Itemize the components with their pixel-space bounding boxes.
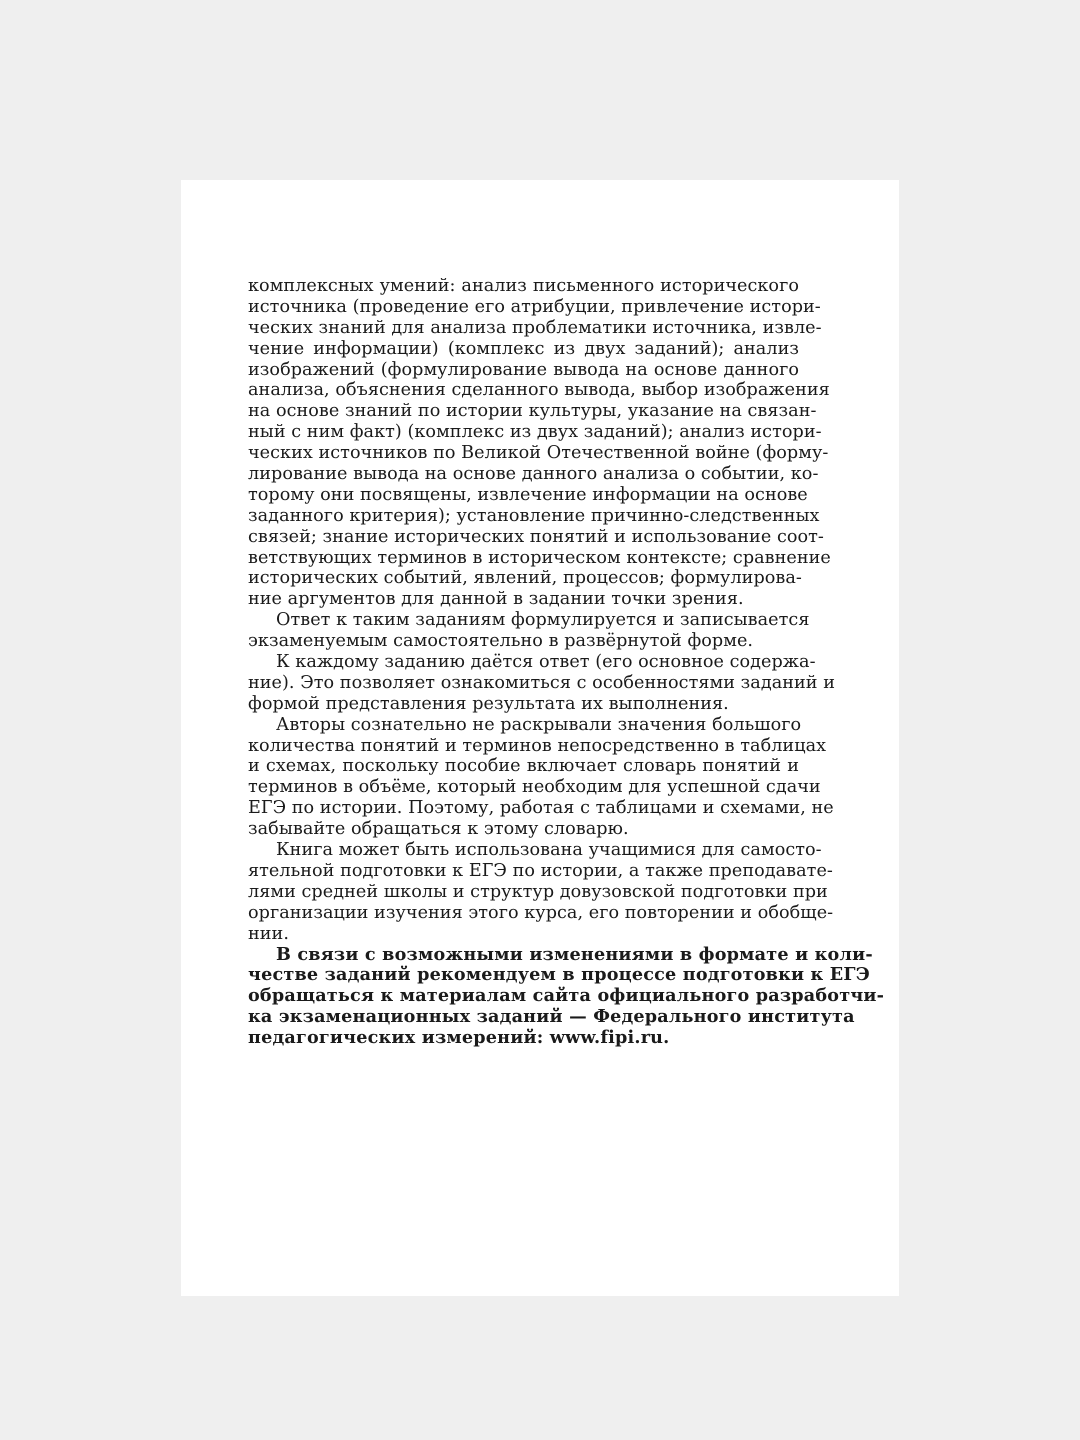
- text-line: на основе знаний по истории культуры, указание на связан-: [248, 401, 817, 422]
- text-line: ный с ним факт) (комплекс из двух заданий); анализ истори-: [248, 422, 822, 443]
- text-line: нии.: [248, 923, 289, 944]
- bold-text-line: педагогических измерений: www.fipi.ru.: [248, 1027, 670, 1049]
- text-line: Ответ к таким заданиям формулируется и записывается: [276, 610, 810, 631]
- text-line: Авторы сознательно не раскрывали значения большого: [276, 714, 802, 735]
- text-line: организации изучения этого курса, его повторении и обобще-: [248, 902, 834, 923]
- bold-text-line: обращаться к материалам сайта официального разработчи-: [248, 985, 885, 1007]
- text-line: К каждому заданию даётся ответ (его основное содержа-: [276, 652, 816, 673]
- text-line: торому они посвящены, извлечение информации на основе: [248, 484, 808, 505]
- book-page: [181, 180, 899, 1296]
- page-text: [248, 276, 885, 1049]
- bold-text-line: честве заданий рекомендуем в процессе подготовки к ЕГЭ: [248, 964, 870, 986]
- text-line: анализа, объяснения сделанного вывода, выбор изображения: [248, 380, 830, 401]
- text-line: заданного критерия); установление причинно-следственных: [248, 505, 820, 526]
- text-line: ние). Это позволяет ознакомиться с особенностями заданий и: [248, 672, 836, 693]
- text-line: лями средней школы и структур довузовской подготовки при: [248, 881, 828, 902]
- text-line: ятельной подготовки к ЕГЭ по истории, а также преподавате-: [248, 860, 833, 881]
- text-line: связей; знание исторических понятий и использование соот-: [248, 526, 824, 547]
- text-line: исторических событий, явлений, процессов; формулирова-: [248, 568, 802, 589]
- bold-text-line: В связи с возможными изменениями в формате и коли-: [276, 943, 873, 965]
- text-line: и схемах, поскольку пособие включает словарь понятий и: [248, 756, 799, 777]
- text-line: забывайте обращаться к этому словарю.: [248, 819, 629, 840]
- text-line: экзаменуемым самостоятельно в развёрнутой форме.: [248, 631, 754, 652]
- text-line: лирование вывода на основе данного анализа о событии, ко-: [248, 464, 819, 485]
- text-line: ческих знаний для анализа проблематики источника, извле-: [248, 317, 822, 338]
- text-line: терминов в объёме, который необходим для успешной сдачи: [248, 777, 821, 798]
- text-line: Книга может быть использована учащимися для самосто-: [276, 840, 822, 861]
- text-line: чение информации) (комплекс из двух заданий); анализ: [248, 338, 799, 359]
- text-line: комплексных умений: анализ письменного исторического: [248, 276, 799, 296]
- text-line: ветствующих терминов в историческом контексте; сравнение: [248, 547, 831, 568]
- text-line: формой представления результата их выполнения.: [248, 693, 729, 714]
- text-line: источника (проведение его атрибуции, привлечение истори-: [248, 296, 821, 317]
- text-line: ЕГЭ по истории. Поэтому, работая с таблицами и схемами, не: [248, 798, 834, 819]
- bold-text-line: ка экзаменационных заданий — Федерального института: [248, 1006, 855, 1028]
- text-line: ческих источников по Великой Отечественной войне (форму-: [248, 443, 829, 464]
- text-line: количества понятий и терминов непосредственно в таблицах: [248, 735, 827, 756]
- text-line: изображений (формулирование вывода на основе данного: [248, 359, 799, 380]
- text-line: ние аргументов для данной в задании точки зрения.: [248, 589, 744, 610]
